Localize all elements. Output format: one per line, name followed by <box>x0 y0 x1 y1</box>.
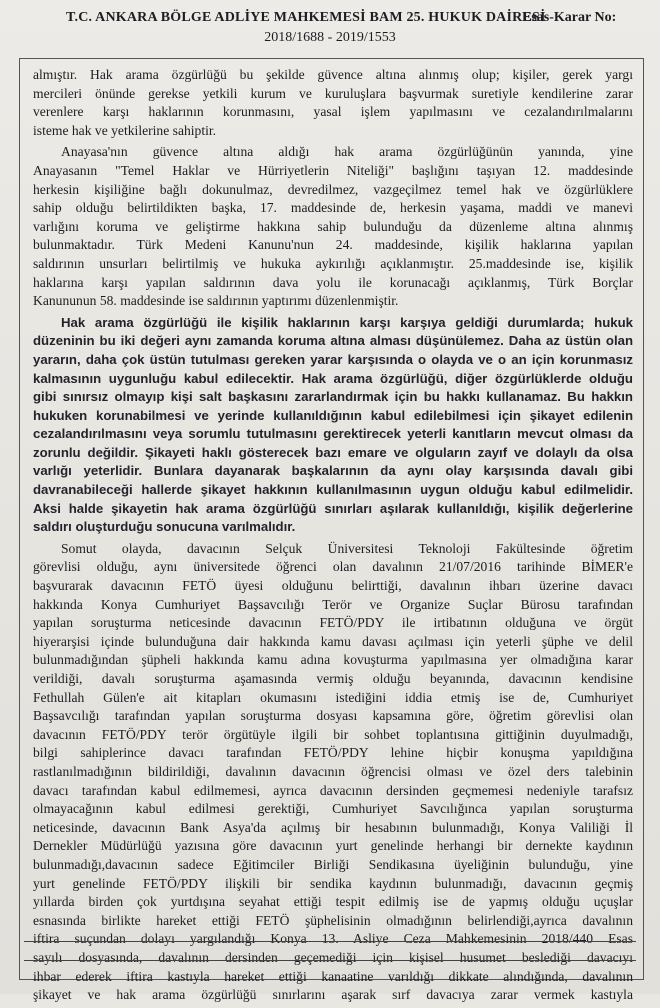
text-line: Kanununun 58. maddesinde ise saldırının yaptırımı düzenlenmiştir. <box>33 293 399 309</box>
text-line: cezalandırılmasını veya sorumlu tutulmasını gerektirecek yeterli kanıtların mevcut olması da <box>33 426 633 442</box>
text-line: yapılan soruşturma neticesinde davacının FETÖ/PDY ile irtibatının olduğuna ve örgüt <box>33 615 633 631</box>
paragraph <box>33 314 633 537</box>
text-line: başvurarak davacının FETÖ üyesi olduğunu belirttiği, davalının ihbarı üzerine davacı <box>33 578 633 594</box>
text-line: haklarına karşı yapılan saldırının dava yolu ile korunacağı açıklanmış, Türk Borçlar <box>33 274 633 290</box>
text-line: yararın, daha çok üstün tutulması gereken yarar karşısında o olayda ve o an için korunmasız <box>33 351 633 367</box>
text-line: isteme hak ve yetkilerine sahiptir. <box>33 122 217 138</box>
text-line: Başsavcılığı tarafından yapılan soruşturma dosyası kapsamına göre, öğretim görevlisi olan <box>33 708 633 724</box>
text-line: Anayasanın "Temel Haklar ve Hürriyetlerin Niteliği" başlığını taşıyan 12. maddesinde <box>33 162 633 178</box>
esas-karar-label: Esas-Karar No: <box>522 10 617 25</box>
text-line: Aksi halde şikayetin hak arama özgürlüğü sınırları aşılarak kullanıldığı, kişilik değerlerine <box>33 500 633 516</box>
text-line: görevlisi olduğu, aynı üniversitede öğrenci olan davalının 21/07/2016 tarihinde BİMER'e <box>33 559 633 575</box>
text-line: yurt genelinde FETÖ/PDY ilişkili bir sendika kaydının bulunmadığı, davacının geçmiş <box>33 875 633 891</box>
text-line: ihbar ederek iftira kastıyla hareket ettiği kanaatine varıldığı dikkate alındığında, davalının <box>33 968 633 984</box>
text-line: saldırının unsurları belirtilmiş ve hukuka aykırılığı açıklanmıştır. 25.maddesinde ise, kişilik <box>33 255 633 271</box>
paragraph <box>33 66 633 140</box>
court-title: T.C. ANKARA BÖLGE ADLİYE MAHKEMESİ BAM 25. HUKUK DAİRESİ <box>66 10 546 25</box>
text-line: yıllarda birden çok yurtdışına seyahat ettiği tespit edilmiş ise de yapmış olduğu uçuşlar <box>33 894 633 910</box>
text-line: düzeninin bu iki değeri aynı zamanda koruma altına alması düşünülemez. Daha az üstün olan <box>33 333 633 349</box>
text-line: sahip olduğu belirtildikten başka, 17. maddesinde de, herkesin yaşama, maddi ve manevi <box>33 200 633 216</box>
underline-rule <box>24 941 636 942</box>
text-line: esnasında birlikte hareket ettiği FETÖ şüphelisinin olmadığının belirlendiği,ayrıca davalının <box>33 912 633 928</box>
case-numbers: 2018/1688 - 2019/1553 <box>264 30 396 45</box>
text-line: Hak arama özgürlüğü ile kişilik haklarının karşı karşıya geldiği durumlarda; hukuk <box>61 314 633 330</box>
text-line: Fethullah Gülen'e ait kitapları okumasını istediğini iddia etmiş ise de, Cumhuriyet <box>33 689 633 705</box>
text-line: almıştır. Hak arama özgürlüğü bu şekilde güvence altına alınmış olup; kişiler, gerek yargı <box>33 67 633 82</box>
text-line: neticesinde, davacının Bank Asya'da açılmış bir hesabının bulunmadığı, Konya Valiliği İl <box>33 819 633 835</box>
paragraph <box>33 143 633 310</box>
text-line: saldırı oluşturduğu sonucuna varılmalıdır. <box>33 519 296 535</box>
paragraph <box>33 540 633 1005</box>
text-line: davacı tarafından kabul edilmemesi, ayrıca davacının dersinden geçmemesi nedeniyle tarafsız <box>33 782 633 798</box>
text-line: Somut olayda, davacının Selçuk Üniversitesi Teknoloji Fakültesinde öğretim <box>61 540 633 556</box>
text-line: bulunmaktadır. Türk Medeni Kanunu'nun 24. maddesinde, kişilik haklarına yapılan <box>33 237 633 253</box>
text-line: mercileri önünde gerekse yetkili kurum ve kuruluşlara başvurmak suretiyle kendilerine zarar <box>33 85 633 101</box>
text-line: Anayasa'nın güvence altına aldığı hak arama özgürlüğünün yanında, yine <box>61 144 633 160</box>
text-line: varlığını koruma ve geliştirme hakkına sahip bulunduğu da düzenleme altına alınmış <box>33 218 633 234</box>
text-line: Dernekler Müdürlüğü yazısına göre davacının yurt genelinde herhangi bir dernekte kaydının <box>33 838 633 854</box>
text-line: varlığı yeterlidir. Bunlara dayanarak başkalarının da aynı olay karşısında davalı gibi <box>33 463 633 479</box>
text-line: bulunmadığı,davacının sadece Eğitimciler Birliği Sendikasına üyeliğinin bulunduğu, yine <box>33 856 633 872</box>
text-line: sayılı dosyasında, davalının dersinden geçemediği için kişisel husumet beslediği davacıyı <box>33 949 633 965</box>
text-line: davranabileceği hallerde şikayet hakkının kullanılmasının uygun olduğu kabul edilmelidir. <box>33 482 633 498</box>
text-line: hiyerarşisi içinde bulunduğuna dair hakkında kamu davası açılması için yeterli şüphe ve delil <box>33 633 633 649</box>
text-line: kalmasının uygunluğu kabul edilecektir. Hak arama özgürlüğü, diğer özgürlüklerde olduğu <box>33 370 633 386</box>
text-line: verildiği, davalı soruşturma aşamasında vermiş olduğu beyanında, davacının kendisine <box>33 671 633 686</box>
text-line: herkesin kişiliğine bağlı dokunulmaz, devredilmez, vazgeçilmez temel hak ve özgürlüklere <box>33 181 633 197</box>
text-line: bilgi sahiplerince davacı tarafından FETÖ/PDY lehine hiçbir konuşma yapıldığına <box>33 745 633 761</box>
text-line: bulunmadığından şüpheli hakkında kamu adına kovuşturma yapılmasına yer olmadığına karar <box>33 652 633 668</box>
text-line: olmayacağının kabul edilmesi gerektiği, Cumhuriyet Savcılığınca yapılan soruşturma <box>33 801 633 817</box>
text-line: verenlere karşı haklarının korunmasını, yasal işlem yapılmasını ve cezalandırılmalarını <box>33 104 633 120</box>
document-body <box>33 66 633 1008</box>
text-line: gibi sınırsız olmayıp kişi salt başkasını zararlandırmak için bu hakkı kullanamaz. Bu hakkın <box>33 389 633 405</box>
text-line: rastlanılmadığının bildirildiği, davalının davacının öğrencisi olması ve özel ders talebinin <box>33 763 633 779</box>
document-header <box>0 6 660 62</box>
text-line: davacının FETÖ/PDY terör örgütüyle ilgili bir sohbet toplantısına gittiğinin duyulmadığı, <box>33 726 633 742</box>
text-line: zorunlu değildir. Şikayeti haklı gösterecek bazı emare ve olguların zayıf ve dolaylı da olsa <box>33 444 633 460</box>
text-line: hukuken korunabilmesi ve yerinde kullanıldığının kabul edilebilmesi için şikayet edilenin <box>33 407 633 423</box>
text-line: şikayet ve hak arama özgürlüğü sınırlarını aşarak sırf davacıya zarar vermek kastıyla <box>33 987 633 1003</box>
underline-rule <box>24 960 636 961</box>
text-line: hakkında Konya Cumhuriyet Başsavcılığı Terör ve Organize Suçlar Bürosu tarafından <box>33 596 633 612</box>
text-line: iftira suçundan dolayı yargılandığı Konya 13. Asliye Ceza Mahkemesinin 2018/440 Esas <box>33 931 633 947</box>
